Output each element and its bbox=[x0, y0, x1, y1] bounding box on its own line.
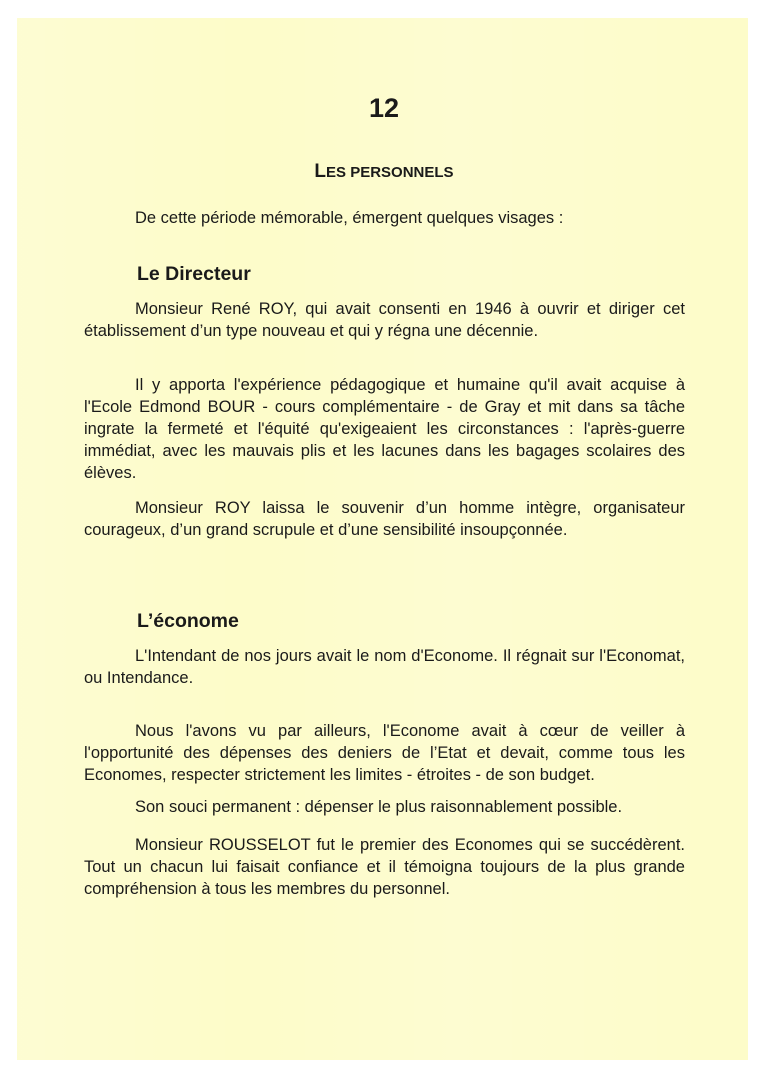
paragraph: Monsieur ROUSSELOT fut le premier des Economes qui se succédèrent. Tout un chacun lui faisait confiance et il témoigna toujours de la plus grande compréhension à tous les membres du personnel. bbox=[84, 836, 685, 898]
paragraph: Monsieur ROY laissa le souvenir d’un homme intègre, organisateur courageux, d’un grand scrupule et d’une sensibilité insoupçonnée. bbox=[84, 499, 685, 539]
chapter-title-rest: ES PERSONNELS bbox=[326, 164, 454, 181]
chapter-title bbox=[0, 160, 768, 185]
paragraph: Il y apporta l'expérience pédagogique et humaine qu'il avait acquise à l'Ecole Edmond BOUR - cours complémentaire - de Gray et mit dans sa tâche ingrate la fermeté et l'équité qu'exigeaient les circonstances : l'après-guerre immédiat, avec les mauvais plis et les lacunes dans les bagages scolaires des élèves. bbox=[84, 376, 685, 482]
page-number: 12 bbox=[368, 93, 400, 123]
paragraph: Son souci permanent : dépenser le plus raisonnablement possible. bbox=[135, 798, 623, 816]
paragraph: L'Intendant de nos jours avait le nom d'Econome. Il régnait sur l'Economat, ou Intendance. bbox=[84, 647, 685, 687]
intro-text: De cette période mémorable, émergent quelques visages : bbox=[135, 209, 564, 227]
heading-directeur: Le Directeur bbox=[137, 263, 251, 285]
paragraph: Monsieur René ROY, qui avait consenti en 1946 à ouvrir et diriger cet établissement d’un type nouveau et qui y régna une décennie. bbox=[84, 300, 685, 340]
heading-econome: L’économe bbox=[137, 610, 239, 632]
paragraph: Nous l'avons vu par ailleurs, l'Econome avait à cœur de veiller à l'opportunité des dépenses des deniers de l’Etat et devait, comme tous les Economes, respecter strictement les limites - étroites - de son budget. bbox=[84, 722, 685, 784]
chapter-title-initial: L bbox=[314, 161, 327, 182]
